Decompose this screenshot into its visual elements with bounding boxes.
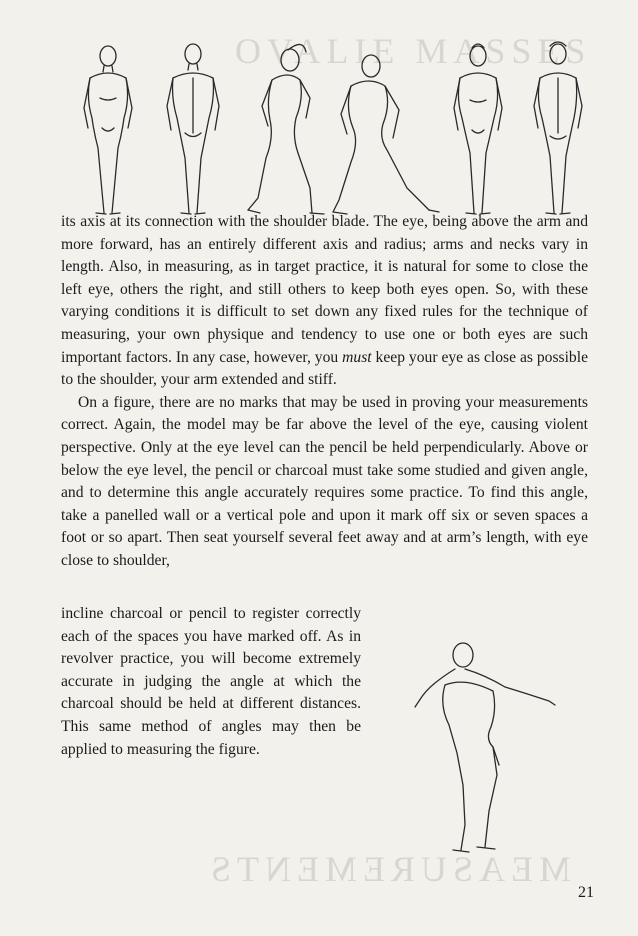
figure-striding — [333, 55, 439, 214]
bleed-through-heading: OVALIE MASSES — [235, 31, 592, 71]
figure-arm-raised — [248, 44, 324, 214]
paragraph-1-emphasis: must — [342, 348, 372, 366]
standing-figure-back — [167, 44, 219, 214]
standing-figure-back-2 — [534, 42, 582, 214]
paragraph-1-part-1: its axis at its connection with the shoulder blade. The eye, being above the arm and more forward, has an entirely different axis and radius; arms and necks vary in length. Also, in measuring, as in target practice, it is natural for some to close the left eye, others the right, and still others to keep both eyes open. So, with these varying conditions it is difficult to set down any fixed rules for the technique of measuring, your own physique and tendency to use one or both eyes are such important factors. In any case, however, you — [61, 213, 588, 366]
bleed-through-footer: MEASUREMENTS — [205, 849, 572, 889]
standing-figure-front-2 — [454, 44, 502, 214]
figure-sketch-strip — [78, 38, 598, 218]
page-number: 21 — [578, 884, 594, 901]
paragraph-2 — [61, 392, 588, 573]
paragraph-1 — [61, 211, 588, 392]
body-text — [61, 211, 588, 573]
paragraph-2-wrapped: incline charcoal or pencil to register correctly each of the spaces you have marked off. As in revolver practice, you will become extremely accurate in judging the angle at which the charcoal should be held at different distances. This same method of angles may then be applied to measuring the figure. — [61, 605, 361, 758]
figure-sketch-turning — [405, 635, 565, 860]
paragraph-1-part-2: keep your eye as close as possible to the shoulder, your arm extended and stiff. — [61, 348, 588, 389]
standing-figure-front — [84, 46, 132, 214]
paragraph-2-full-width: On a figure, there are no marks that may be used in proving your measurements correct. Again, the model may be far above the level of the eye, causing violent perspective. Only at the eye level can the pencil be held perpendicularly. Above or below the eye level, the pencil or charcoal must take some studied and given angle, and to determine this angle accurately requires some practice. To find this angle, take a panelled wall or a vertical pole and upon it mark off six or seven spaces a foot or so apart. Then seat yourself several feet away and at arm’s length, with eye close to shoulder, — [61, 393, 588, 569]
